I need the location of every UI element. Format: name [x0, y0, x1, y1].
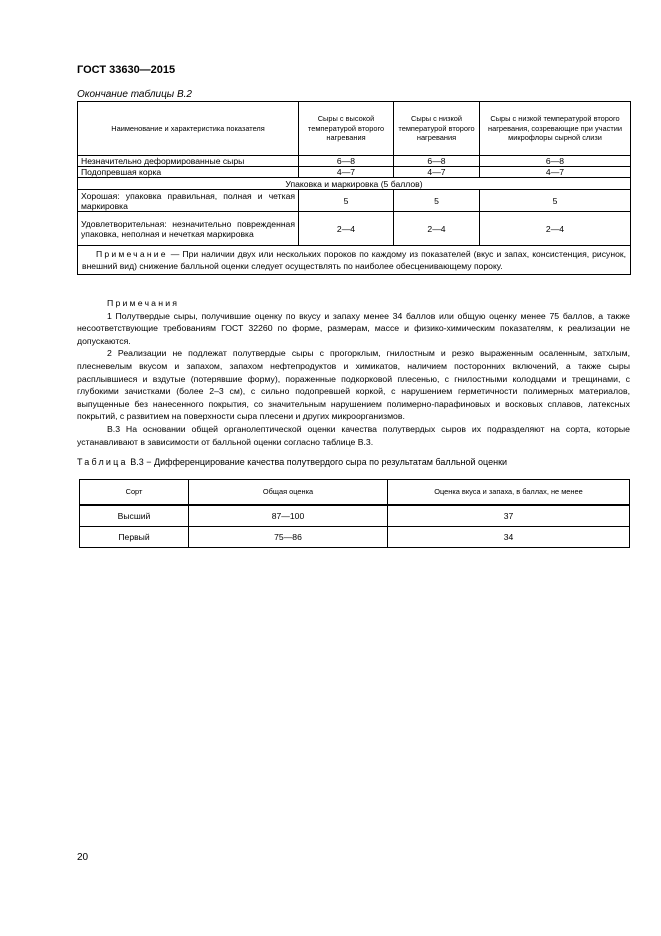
table-b2-note: [78, 246, 631, 275]
table-b3-header-total: Общая оценка: [189, 480, 388, 506]
table-note-row: [78, 246, 631, 275]
note-2: 2 Реализации не подлежат полутвердые сыры с прогорклым, гнилостным и резко выраженным осаленным, затхлым, плесневелым вкусом и запахом, запахом нефтепродуктов и химикатов, наличием посторонних включений, а также сыры расплывшиеся и вздутые (потерявшие форму), пораженные подкорковой плесенью, с гнилостными колодцами и трещинами, с глубокими зачистками (более 2–3 см), с сильно подопревшей коркой, с нарушением герметичности полимерных материалов, выпущенные без нанесенного покрытия, со значительным нарушением полимерно-парафиновых и восковых сплавов, латексных покрытий, с развитием на поверхности сыра плесени и других микроорганизмов.: [77, 348, 630, 422]
table-b3-caption-text: В.3 − Дифференцирование качества полутвердого сыра по результатам балльной оценки: [127, 457, 508, 467]
notes-title: Примечания: [107, 298, 180, 308]
grade: Первый: [80, 526, 189, 547]
table-b3-header-taste: Оценка вкуса и запаха, в баллах, не менее: [388, 480, 630, 506]
table-b3-header-row: [80, 480, 630, 506]
table-b2-header-smear-ripened: Сыры с низкой температурой второго нагревания, созревающие при участии микрофлоры сырной слизи: [480, 102, 631, 156]
note-1: 1 Полутвердые сыры, получившие оценку по вкусу и запаху менее 34 баллов или общую оценку менее 75 баллов, а также несоответствующие требованиям ГОСТ 32260 по форме, размерам, массе и физико-химическим показателям, к реализации не допускаются.: [77, 310, 630, 346]
score-low-temp: 6—8: [394, 156, 480, 167]
score-high-temp: 4—7: [299, 167, 394, 178]
score-smear-ripened: 6—8: [480, 156, 631, 167]
total-score: 87—100: [189, 505, 388, 526]
paragraph-b3: В.3 На основании общей органолептической оценки качества полутвердых сыров их подразделяют на сорта, которые устанавливают в зависимости от балльной оценки согласно таблице В.3.: [77, 423, 630, 447]
score-low-temp: 4—7: [394, 167, 480, 178]
page-number: 20: [77, 852, 89, 863]
table-b3-caption: [77, 457, 507, 467]
table-section-row: [78, 178, 631, 190]
taste-score: 37: [388, 505, 630, 526]
table-b2: [77, 101, 631, 275]
table-b2-header-indicator: Наименование и характеристика показателя: [78, 102, 299, 156]
score-smear-ripened: 5: [480, 190, 631, 212]
score-high-temp: 6—8: [299, 156, 394, 167]
table-b3-caption-label: Таблица: [77, 457, 128, 467]
table-row: [80, 505, 630, 526]
indicator-name: Незначительно деформированные сыры: [78, 156, 299, 167]
taste-score: 34: [388, 526, 630, 547]
score-low-temp: 5: [394, 190, 480, 212]
indicator-name: Удовлетворительная: незначительно поврежденная упаковка, неполная и нечеткая маркировка: [78, 212, 299, 246]
table-b3: [79, 479, 630, 548]
document-header: ГОСТ 33630—2015: [77, 64, 176, 76]
table-row: [78, 212, 631, 246]
table-row: [78, 156, 631, 167]
table-b3-header-grade: Сорт: [80, 480, 189, 506]
table-row: [80, 526, 630, 547]
score-low-temp: 2—4: [394, 212, 480, 246]
table-b2-header-high-temp: Сыры с высокой температурой второго нагревания: [299, 102, 394, 156]
total-score: 75—86: [189, 526, 388, 547]
notes-block: [77, 297, 630, 448]
grade: Высший: [80, 505, 189, 526]
score-high-temp: 5: [299, 190, 394, 212]
table-row: [78, 167, 631, 178]
table-b2-caption: Окончание таблицы В.2: [77, 89, 192, 100]
note-label: Примечание: [96, 249, 168, 259]
section-packaging-title: Упаковка и маркировка (5 баллов): [78, 178, 631, 190]
indicator-name: Подопревшая корка: [78, 167, 299, 178]
table-b2-header-low-temp: Сыры с низкой температурой второго нагревания: [394, 102, 480, 156]
note-text: — При наличии двух или нескольких пороков по каждому из показателей (вкус и запах, консистенция, рисунок, внешний вид) снижение балльной оценки следует осуществлять по наиболее обесценивающему пороку.: [82, 249, 626, 271]
score-smear-ripened: 2—4: [480, 212, 631, 246]
score-smear-ripened: 4—7: [480, 167, 631, 178]
score-high-temp: 2—4: [299, 212, 394, 246]
table-row: [78, 190, 631, 212]
indicator-name: Хорошая: упаковка правильная, полная и четкая маркировка: [78, 190, 299, 212]
table-b2-header-row: [78, 102, 631, 156]
